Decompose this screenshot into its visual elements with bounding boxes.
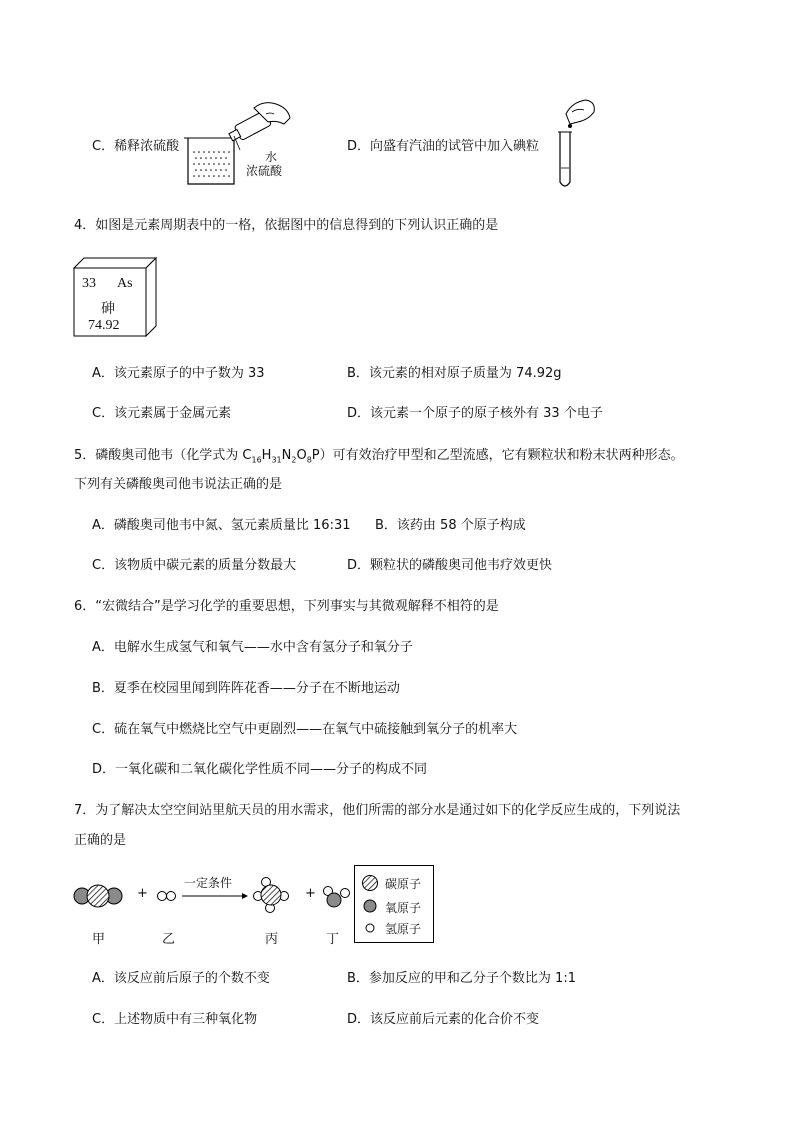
water-label: 水 <box>265 150 278 164</box>
tile-mass: 74.92 <box>88 318 120 333</box>
q7-option-a[interactable]: A．该反应前后原子的个数不变 <box>92 971 270 986</box>
q4-option-a[interactable]: A．该元素原子的中子数为 33 <box>92 366 265 381</box>
reaction-condition: 一定条件 <box>184 876 233 890</box>
molecule-ding <box>324 887 350 908</box>
q3-option-d-prefix: D． <box>347 139 371 154</box>
q3-option-c[interactable] <box>92 135 179 154</box>
q5-stem-o: O <box>296 448 307 463</box>
label-yi: 乙 <box>162 932 176 947</box>
legend-hydrogen: 氢原子 <box>385 922 422 936</box>
q7-stem-line1: 7．为了解决太空空间站里航天员的用水需求，他们所需的部分水是通过如下的化学反应生成的，下列说法 <box>74 803 681 818</box>
q4-option-b[interactable]: B．该元素的相对原子质量为 74.92g <box>347 366 562 381</box>
q3-option-d[interactable] <box>347 135 539 154</box>
q5-stem-n: N <box>281 448 292 463</box>
tile-symbol: As <box>117 276 133 291</box>
reaction-diagram <box>70 862 360 922</box>
q5-stem-h: H <box>261 448 272 463</box>
q3-option-d-text: 向盛有汽油的试管中加入碘粒 <box>370 139 540 154</box>
q5-sub-n: 2 <box>291 455 297 465</box>
q7-stem-line2: 正确的是 <box>74 833 127 848</box>
molecule-jia <box>74 885 122 907</box>
q6-option-c[interactable]: C．硫在氧气中燃烧比空气中更剧烈——在氧气中硫接触到氧分子的机率大 <box>92 722 518 737</box>
q5-stem-line1 <box>74 444 684 465</box>
q6-option-d[interactable]: D．一氧化碳和二氧化碳化学性质不同——分子的构成不同 <box>92 762 428 777</box>
q4-option-c[interactable]: C．该元素属于金属元素 <box>92 406 232 421</box>
q4-stem: 4．如图是元素周期表中的一格，依据图中的信息得到的下列认识正确的是 <box>74 218 499 233</box>
q5-stem-part1: 5．磷酸奥司他韦（化学式为 C <box>74 448 252 463</box>
q7-option-d[interactable]: D．该反应前后元素的化合价不变 <box>347 1012 540 1027</box>
q7-option-c[interactable]: C．上述物质中有三种氧化物 <box>92 1012 258 1027</box>
q5-stem-part2: P）可有效治疗甲型和乙型流感，它有颗粒状和粉末状两种形态。 <box>311 448 684 463</box>
q5-option-a[interactable]: A．磷酸奥司他韦中氮、氢元素质量比 16:31 <box>92 518 351 533</box>
tile-name: 砷 <box>101 301 115 317</box>
label-bing: 丙 <box>265 932 279 947</box>
legend-carbon: 碳原子 <box>385 877 422 891</box>
q5-sub-h: 31 <box>271 455 282 465</box>
atom-legend <box>354 865 434 943</box>
q6-option-a[interactable]: A．电解水生成氢气和氧气——水中含有氢分子和氧分子 <box>92 640 413 655</box>
plus-sign-2: + <box>305 886 316 901</box>
q4-option-d[interactable]: D．该元素一个原子的原子核外有 33 个电子 <box>347 406 603 421</box>
carbon-atom-icon <box>361 874 379 892</box>
conc-acid-label: 浓硫酸 <box>246 164 283 178</box>
q3-option-c-text: 稀释浓硫酸 <box>114 139 180 154</box>
tile-atomic-number: 33 <box>82 276 96 291</box>
legend-oxygen: 氧原子 <box>385 901 422 915</box>
q5-option-c[interactable]: C．该物质中碳元素的质量分数最大 <box>92 558 297 573</box>
label-ding: 丁 <box>326 932 340 947</box>
q3-option-c-prefix: C． <box>92 139 115 154</box>
molecule-bing <box>254 878 289 913</box>
q7-option-b[interactable]: B．参加反应的甲和乙分子个数比为 1:1 <box>347 971 576 986</box>
test-tube-illustration <box>552 98 600 192</box>
q6-option-b[interactable]: B．夏季在校园里闻到阵阵花香——分子在不断地运动 <box>92 681 400 696</box>
q5-sub-o: 8 <box>306 455 312 465</box>
q5-option-d[interactable]: D．颗粒状的磷酸奥司他韦疗效更快 <box>347 558 553 573</box>
label-jia: 甲 <box>92 932 106 947</box>
q5-option-b[interactable]: B．该药由 58 个原子构成 <box>375 518 526 533</box>
q5-sub-c: 16 <box>251 455 262 465</box>
hydrogen-atom-icon <box>365 923 375 933</box>
oxygen-atom-icon <box>363 899 377 913</box>
q5-stem-line2: 下列有关磷酸奥司他韦说法正确的是 <box>74 477 283 492</box>
molecule-yi <box>158 892 176 901</box>
plus-sign-1: + <box>137 886 148 901</box>
q6-stem: 6．“宏微结合”是学习化学的重要思想，下列事实与其微观解释不相符的是 <box>74 599 499 614</box>
